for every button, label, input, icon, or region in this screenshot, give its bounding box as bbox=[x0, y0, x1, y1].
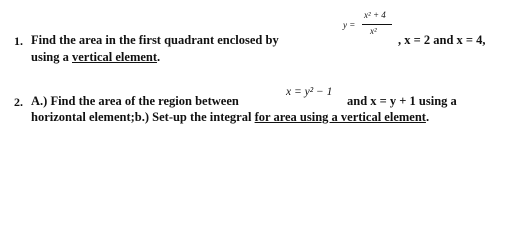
problem-1-line2-prefix: using a bbox=[31, 50, 72, 64]
area-vertical-element-link: for area using a vertical element bbox=[254, 110, 426, 124]
problem-1-text-line1: Find the area in the first quadrant enclosed by bbox=[31, 33, 279, 47]
problem-2-number: 2. bbox=[14, 95, 23, 109]
problem-2-line2-suffix: . bbox=[425, 110, 430, 124]
problem-2-text-line2 bbox=[31, 110, 429, 125]
problem-1-conditions: , x = 2 and x = 4, bbox=[398, 33, 486, 47]
problem-2-equation: x = y² − 1 bbox=[286, 86, 333, 98]
problem-1-y-equals: y = bbox=[343, 20, 356, 30]
problem-2-part-a: A.) Find the area of the region between bbox=[31, 94, 239, 108]
problem-1-fraction-numerator: x² + 4 bbox=[364, 10, 386, 20]
vertical-element-link: vertical element bbox=[72, 50, 158, 64]
problem-1-line2-suffix: . bbox=[157, 50, 161, 64]
problem-2-and-text: and x = y + 1 using a bbox=[347, 94, 457, 108]
problem-1-text-line2 bbox=[31, 50, 160, 65]
problem-1-number: 1. bbox=[14, 34, 23, 48]
problem-2-line2-prefix: horizontal element;b.) Set-up the integral bbox=[31, 110, 255, 124]
problem-1-fraction-denominator: x² bbox=[370, 26, 377, 36]
problem-1-fraction-bar bbox=[362, 24, 392, 25]
